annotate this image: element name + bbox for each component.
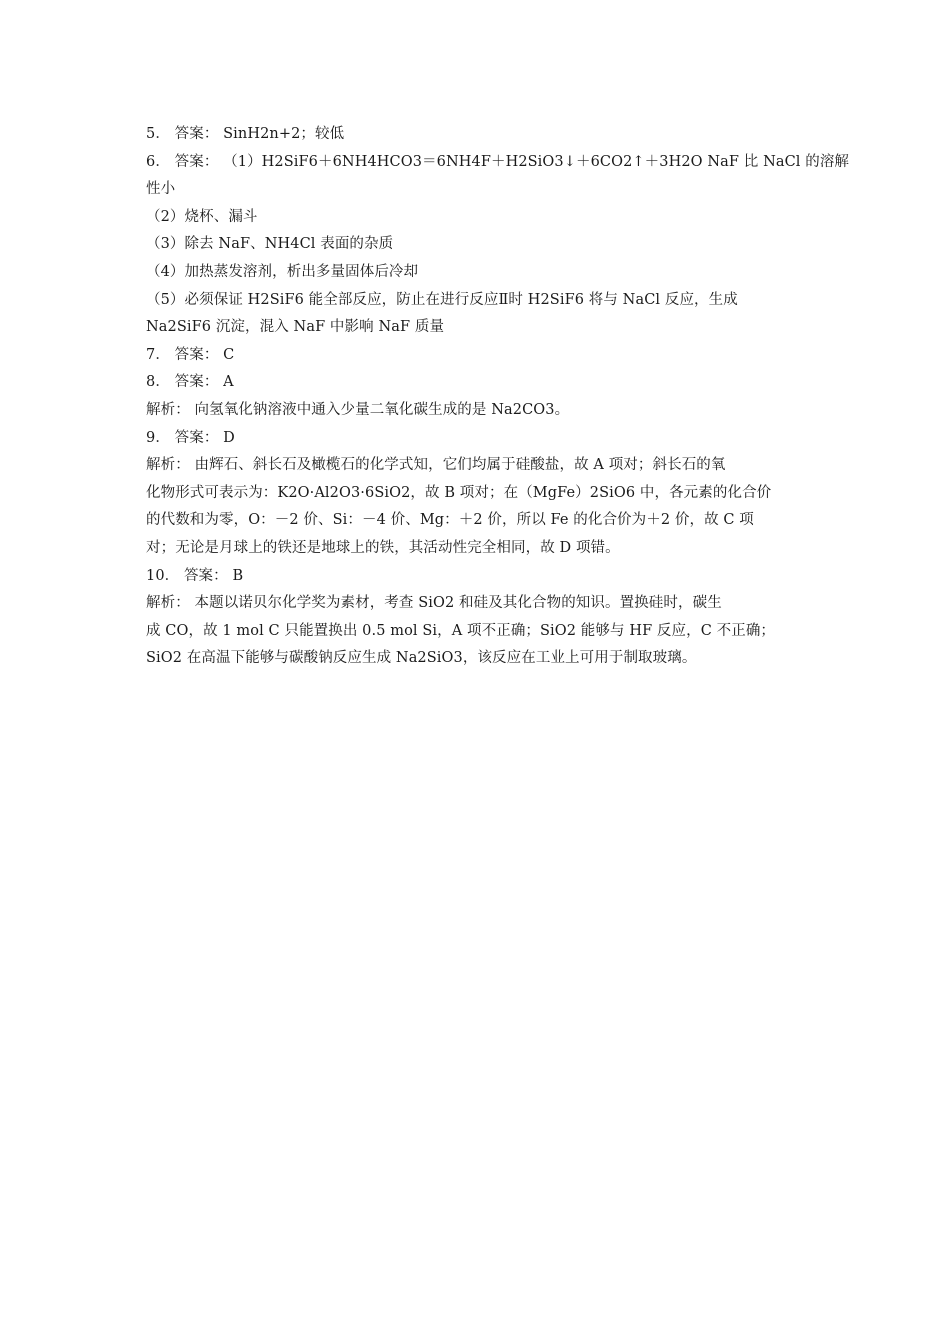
- explanation-10-line-3: SiO2 在高温下能够与碳酸钠反应生成 Na2SiO3，该反应在工业上可用于制取玻璃。: [146, 650, 697, 667]
- explanation-9-line-3: 的代数和为零，O：－2 价、Si：－4 价、Mg：＋2 价，所以 Fe 的化合价为＋2 价，故 C 项: [146, 512, 754, 529]
- answer-6-part-3: （3）除去 NaF、NH4Cl 表面的杂质: [146, 236, 394, 253]
- explanation-9-line-4: 对；无论是月球上的铁还是地球上的铁，其活动性完全相同，故 D 项错。: [146, 539, 620, 556]
- answer-6: 6． 答案： （1）H2SiF6＋6NH4HCO3＝6NH4F＋H2SiO3↓＋6CO2↑＋3H2O NaF 比 NaCl 的溶解: [146, 153, 850, 170]
- explanation-9-line-1: 解析： 由辉石、斜长石及橄榄石的化学式知，它们均属于硅酸盐，故 A 项对；斜长石的氧: [146, 457, 726, 474]
- answer-9: 9． 答案： D: [146, 429, 235, 446]
- answer-6-part-5-continued: Na2SiF6 沉淀，混入 NaF 中影响 NaF 质量: [146, 319, 445, 336]
- answer-6-continued: 性小: [146, 181, 176, 198]
- explanation-8: 解析： 向氢氧化钠溶液中通入少量二氧化碳生成的是 Na2CO3。: [146, 401, 570, 418]
- answer-8: 8． 答案： A: [146, 374, 234, 391]
- explanation-10-line-2: 成 CO，故 1 mol C 只能置换出 0.5 mol Si，A 项不正确；SiO2 能够与 HF 反应，C 不正确；: [146, 622, 776, 639]
- explanation-9-line-2: 化物形式可表示为：K2O·Al2O3·6SiO2，故 B 项对；在（MgFe）2SiO6 中，各元素的化合价: [146, 484, 772, 501]
- answer-7: 7． 答案： C: [146, 346, 235, 363]
- explanation-10-line-1: 解析： 本题以诺贝尔化学奖为素材，考查 SiO2 和硅及其化合物的知识。置换硅时，碳生: [146, 595, 722, 612]
- answer-10: 10． 答案： B: [146, 567, 244, 584]
- answer-5: 5． 答案： SinH2n+2；较低: [146, 126, 345, 142]
- answer-6-part-2: （2）烧杯、漏斗: [146, 208, 258, 225]
- answer-6-part-4: （4）加热蒸发溶剂，析出多量固体后冷却: [146, 263, 419, 280]
- answer-6-part-5: （5）必须保证 H2SiF6 能全部反应，防止在进行反应Ⅱ时 H2SiF6 将与 NaCl 反应，生成: [146, 291, 738, 308]
- answer-document: [146, 121, 850, 673]
